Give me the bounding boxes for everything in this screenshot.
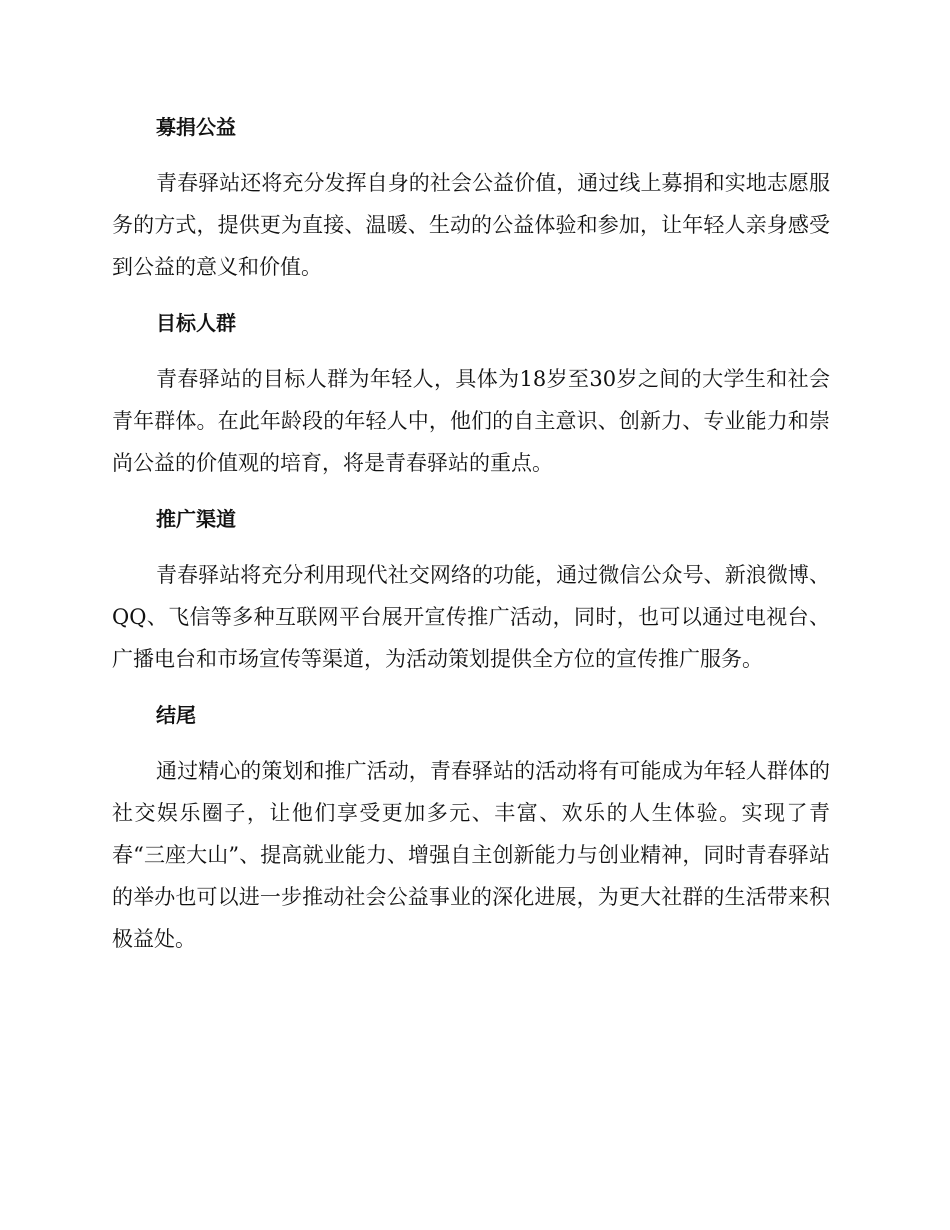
section-paragraph: 通过精心的策划和推广活动，青春驿站的活动将有可能成为年轻人群体的社交娱乐圈子，让他们享受更加多元、丰富、欢乐的人生体验。实现了青春“三座大山”、提高就业能力、增强自主创新能力与创业精神，同时青春驿站的举办也可以进一步推动社会公益事业的深化进展，为更大社群的生活带来积极益处。 [112, 759, 830, 951]
section-paragraph: 青春驿站还将充分发挥自身的社会公益价值，通过线上募捐和实地志愿服务的方式，提供更为直接、温暖、生动的公益体验和参加，让年轻人亲身感受到公益的意义和价值。 [112, 171, 830, 279]
section-heading: 募捐公益 [156, 115, 236, 139]
document-body [112, 106, 830, 974]
section-heading: 推广渠道 [156, 507, 236, 531]
section-donation [112, 106, 830, 288]
section-target-audience [112, 302, 830, 484]
section-conclusion [112, 694, 830, 960]
section-heading: 结尾 [156, 703, 196, 727]
section-paragraph: 青春驿站的目标人群为年轻人，具体为18岁至30岁之间的大学生和社会青年群体。在此年龄段的年轻人中，他们的自主意识、创新力、专业能力和崇尚公益的价值观的培育，将是青春驿站的重点。 [112, 367, 830, 475]
section-heading: 目标人群 [156, 311, 236, 335]
section-paragraph: 青春驿站将充分利用现代社交网络的功能，通过微信公众号、新浪微博、QQ、飞信等多种互联网平台展开宣传推广活动，同时，也可以通过电视台、广播电台和市场宣传等渠道，为活动策划提供全方位的宣传推广服务。 [112, 563, 830, 671]
section-promotion-channels [112, 498, 830, 680]
